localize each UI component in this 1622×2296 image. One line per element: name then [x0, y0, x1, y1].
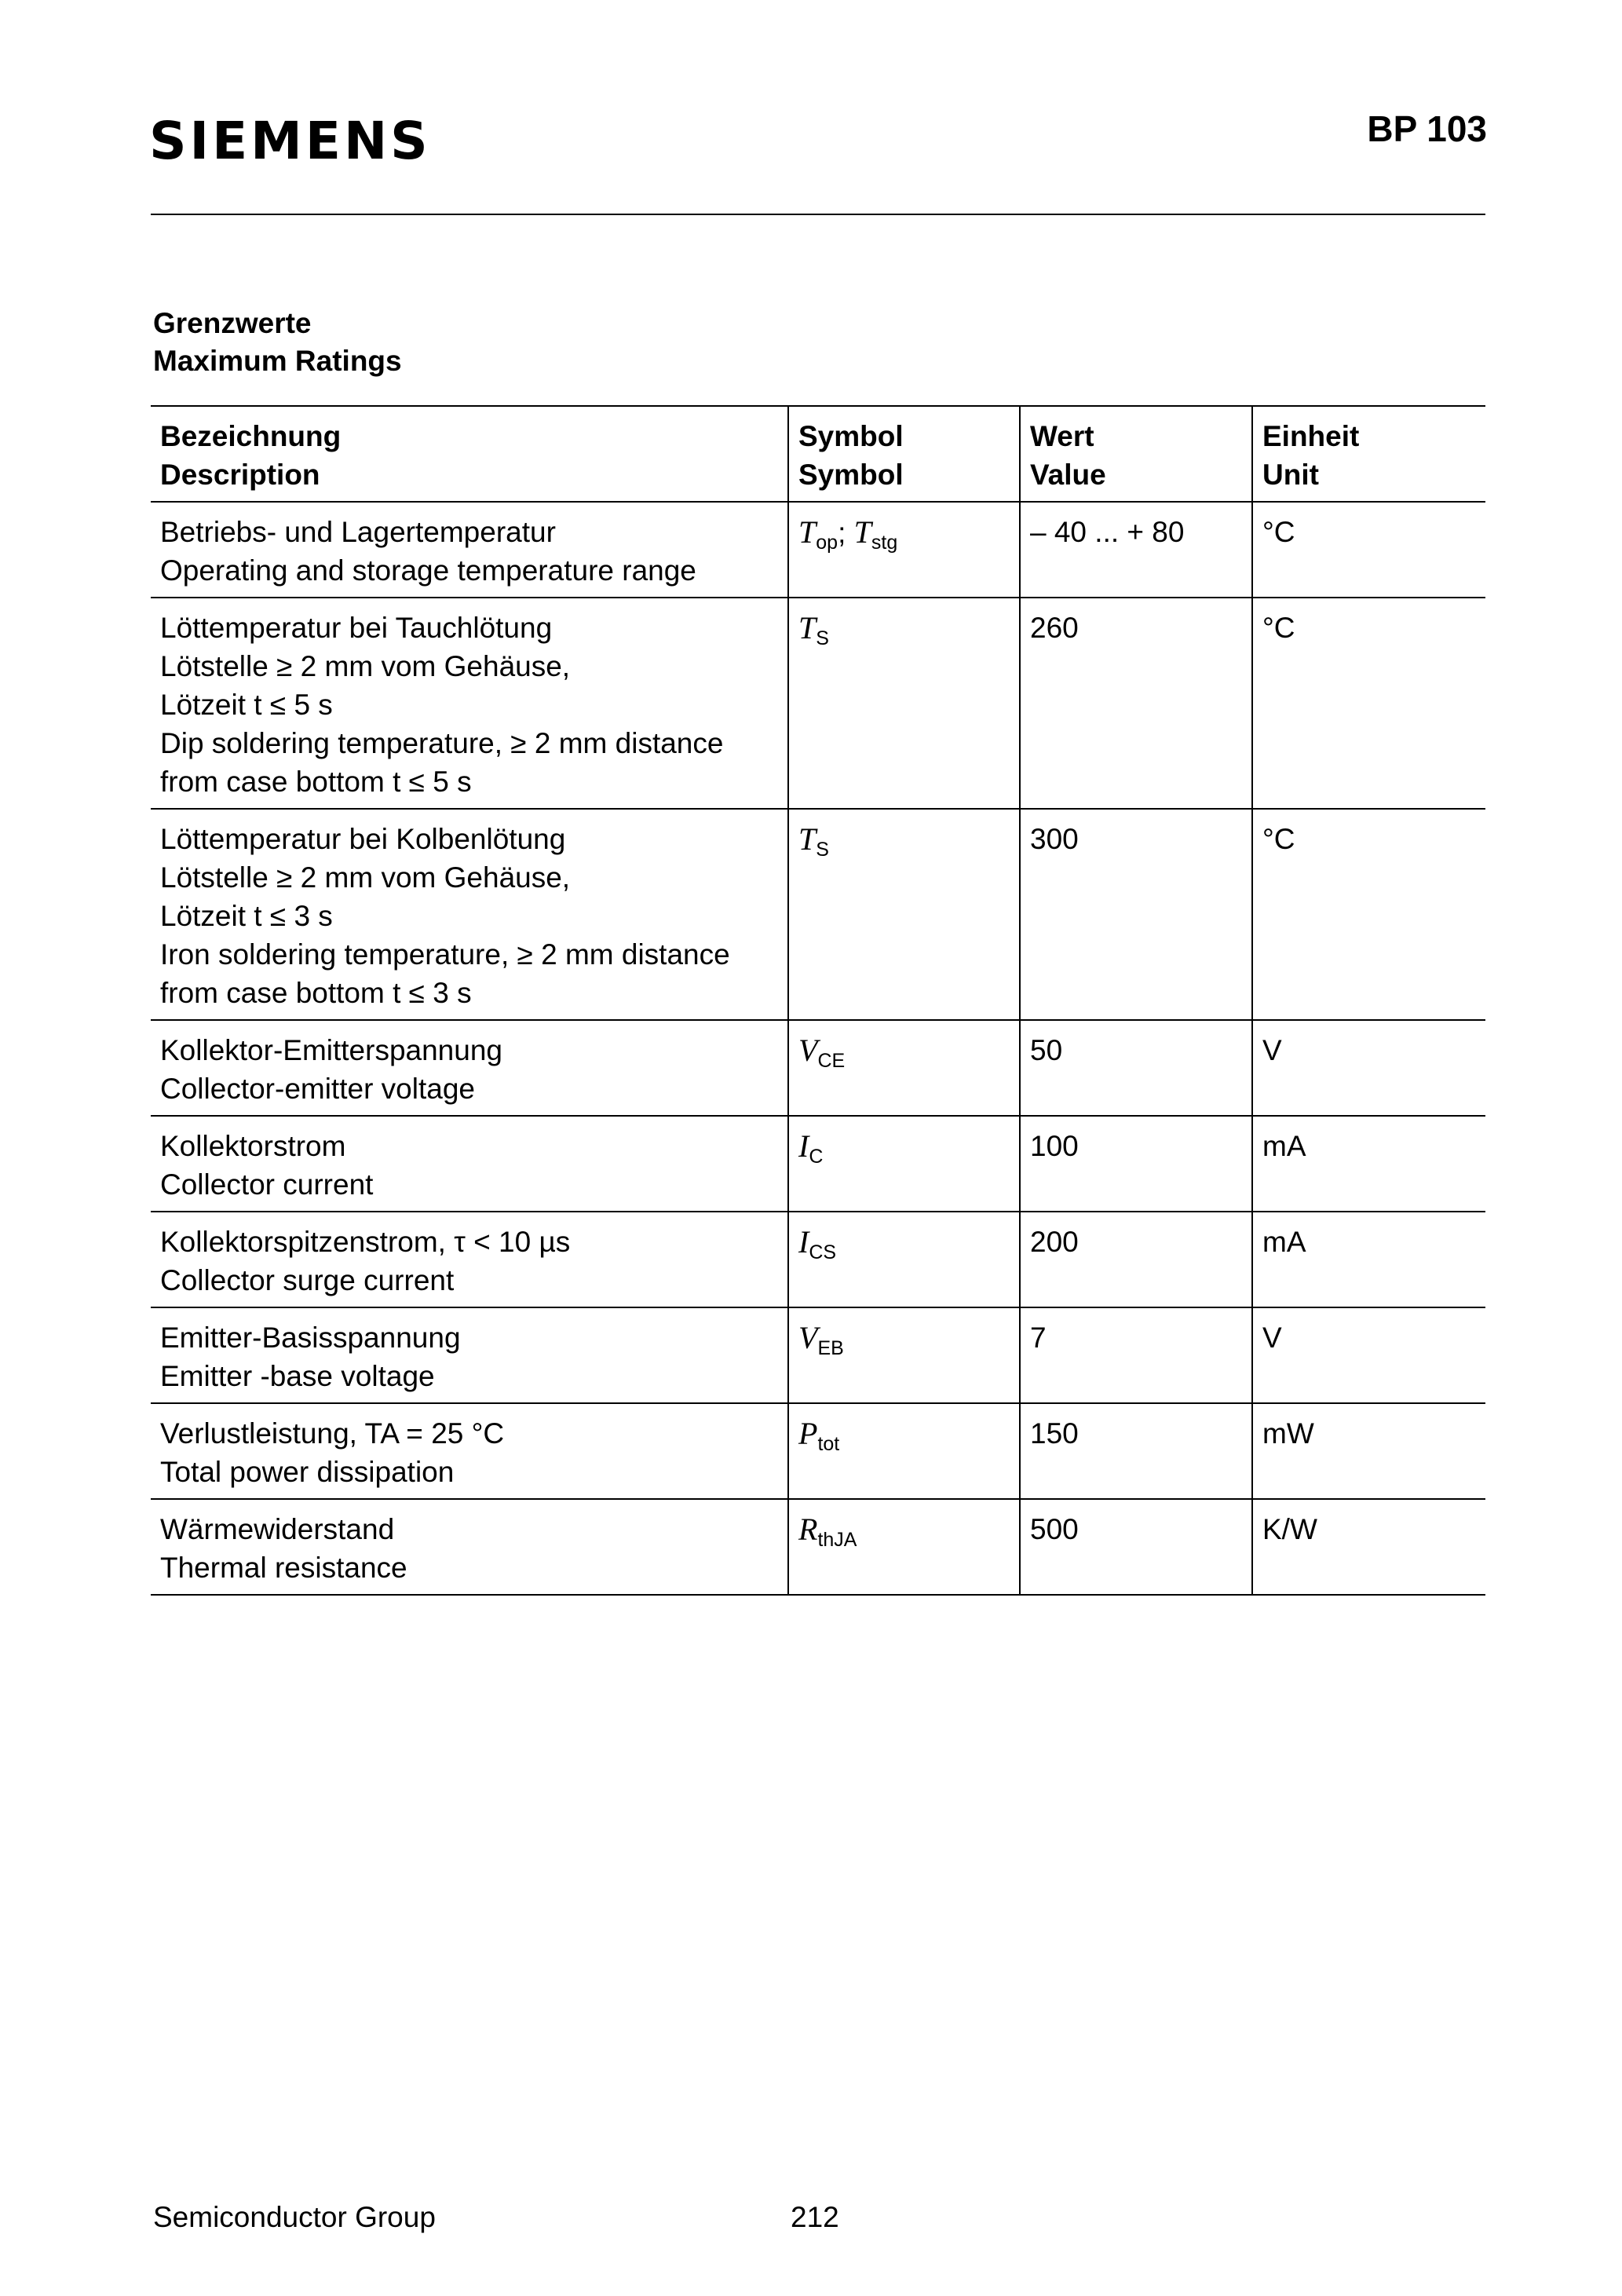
symbol: [798, 821, 829, 861]
symbol: [798, 514, 898, 554]
value-cell: 100: [1020, 1116, 1252, 1212]
unit-cell: V: [1252, 1020, 1485, 1116]
siemens-logo: SIEMENS: [149, 111, 431, 171]
description-line: Iron soldering temperature, ≥ 2 mm distance: [160, 938, 730, 971]
description-cell: [151, 1020, 788, 1116]
symbol-cell: [788, 1212, 1020, 1307]
part-number: BP 103: [1367, 108, 1487, 149]
symbol-letter: T: [853, 514, 871, 550]
table-row: [151, 1020, 1485, 1116]
description-line: from case bottom t ≤ 5 s: [160, 766, 472, 798]
header-unit: [1252, 406, 1485, 502]
description-cell: [151, 598, 788, 809]
description-line: Total power dissipation: [160, 1456, 455, 1488]
description-line: Lötzeit t ≤ 5 s: [160, 689, 333, 721]
symbol-cell: [788, 502, 1020, 598]
section-title-de: Grenzwerte: [153, 307, 312, 339]
description-cell: [151, 809, 788, 1020]
symbol-subscript: EB: [817, 1337, 844, 1359]
symbol-cell: [788, 1499, 1020, 1595]
symbol-letter: P: [798, 1416, 818, 1451]
symbol-cell: [788, 1307, 1020, 1403]
unit-cell: V: [1252, 1307, 1485, 1403]
unit-cell: mW: [1252, 1403, 1485, 1499]
page-number: 212: [791, 2201, 839, 2233]
description-cell: [151, 1403, 788, 1499]
table-row: [151, 809, 1485, 1020]
symbol-subscript: tot: [817, 1433, 840, 1455]
description-line: Wärmewiderstand: [160, 1513, 395, 1545]
description-line: Collector surge current: [160, 1264, 455, 1296]
table-header-row: [151, 406, 1485, 502]
symbol: [798, 1416, 840, 1455]
symbol: [798, 610, 829, 649]
description-line: Collector-emitter voltage: [160, 1073, 475, 1105]
value-cell: 7: [1020, 1307, 1252, 1403]
header-description: [151, 406, 788, 502]
description-line: Kollektorspitzenstrom, τ < 10 µs: [160, 1226, 571, 1258]
symbol-letter: I: [798, 1224, 809, 1260]
header-label-en: Description: [160, 459, 320, 491]
symbol-letter: T: [798, 610, 816, 645]
description-line: Collector current: [160, 1168, 374, 1201]
symbol-letter: V: [798, 1320, 818, 1355]
unit-cell: K/W: [1252, 1499, 1485, 1595]
symbol: [798, 1033, 846, 1072]
symbol-cell: [788, 809, 1020, 1020]
symbol-subscript: op: [816, 532, 838, 554]
symbol-letter: I: [798, 1128, 809, 1164]
section-title-en: Maximum Ratings: [153, 345, 402, 377]
description-line: Emitter -base voltage: [160, 1360, 435, 1392]
symbol-subscript: CS: [809, 1241, 837, 1263]
section-heading: [153, 305, 402, 380]
description-line: Löttemperatur bei Tauchlötung: [160, 612, 553, 644]
unit-cell: mA: [1252, 1212, 1485, 1307]
description-cell: [151, 1212, 788, 1307]
header-symbol: [788, 406, 1020, 502]
value-cell: – 40 ... + 80: [1020, 502, 1252, 598]
description-line: Operating and storage temperature range: [160, 554, 696, 587]
symbol: [798, 1224, 837, 1263]
symbol-subscript: S: [816, 839, 829, 861]
unit-cell: mA: [1252, 1116, 1485, 1212]
unit-cell: °C: [1252, 598, 1485, 809]
symbol-subscript: C: [809, 1146, 824, 1168]
table-body: [151, 502, 1485, 1595]
symbol-letter: T: [798, 514, 816, 550]
table-row: [151, 1116, 1485, 1212]
maximum-ratings-table: [151, 405, 1485, 1596]
description-line: Betriebs- und Lagertemperatur: [160, 516, 556, 548]
header-label-en: Symbol: [798, 459, 904, 491]
description-line: from case bottom t ≤ 3 s: [160, 977, 472, 1009]
symbol-letter: V: [798, 1033, 818, 1068]
symbol: [798, 1512, 857, 1551]
description-cell: [151, 1307, 788, 1403]
description-line: Kollektorstrom: [160, 1130, 346, 1162]
header-value: [1020, 406, 1252, 502]
description-line: Kollektor-Emitterspannung: [160, 1034, 502, 1066]
value-cell: 500: [1020, 1499, 1252, 1595]
symbol-cell: [788, 1020, 1020, 1116]
description-line: Lötstelle ≥ 2 mm vom Gehäuse,: [160, 861, 571, 894]
value-cell: 150: [1020, 1403, 1252, 1499]
symbol: [798, 1320, 844, 1359]
value-cell: 300: [1020, 809, 1252, 1020]
table-row: [151, 1212, 1485, 1307]
description-cell: [151, 1116, 788, 1212]
header-label-en: Unit: [1262, 459, 1319, 491]
footer-group: Semiconductor Group: [153, 2201, 436, 2233]
table-row: [151, 1499, 1485, 1595]
description-cell: [151, 1499, 788, 1595]
symbol-letter: T: [798, 821, 816, 857]
symbol-letter: R: [798, 1512, 818, 1547]
header-label-de: Einheit: [1262, 420, 1360, 452]
table-row: [151, 598, 1485, 809]
symbol-subscript: stg: [871, 532, 898, 554]
value-cell: 50: [1020, 1020, 1252, 1116]
description-cell: [151, 502, 788, 598]
symbol-cell: [788, 598, 1020, 809]
symbol-subscript: thJA: [817, 1529, 857, 1551]
table-row: [151, 502, 1485, 598]
header-label-de: Symbol: [798, 420, 904, 452]
header-label-en: Value: [1030, 459, 1106, 491]
description-line: Thermal resistance: [160, 1552, 407, 1584]
symbol: [798, 1128, 824, 1168]
unit-cell: °C: [1252, 809, 1485, 1020]
value-cell: 260: [1020, 598, 1252, 809]
description-line: Löttemperatur bei Kolbenlötung: [160, 823, 566, 855]
symbol-cell: [788, 1403, 1020, 1499]
symbol-subscript: CE: [817, 1050, 846, 1072]
symbol-cell: [788, 1116, 1020, 1212]
table-row: [151, 1307, 1485, 1403]
description-line: Lötstelle ≥ 2 mm vom Gehäuse,: [160, 650, 571, 682]
table-row: [151, 1403, 1485, 1499]
description-line: Verlustleistung, TA = 25 °C: [160, 1417, 505, 1450]
header-label-de: Wert: [1030, 420, 1094, 452]
description-line: Lötzeit t ≤ 3 s: [160, 900, 333, 932]
description-line: Emitter-Basisspannung: [160, 1322, 461, 1354]
symbol-separator: ;: [838, 517, 854, 549]
value-cell: 200: [1020, 1212, 1252, 1307]
header-divider: [151, 214, 1485, 215]
unit-cell: °C: [1252, 502, 1485, 598]
description-line: Dip soldering temperature, ≥ 2 mm distance: [160, 727, 724, 759]
symbol-subscript: S: [816, 627, 829, 649]
header-label-de: Bezeichnung: [160, 420, 342, 452]
